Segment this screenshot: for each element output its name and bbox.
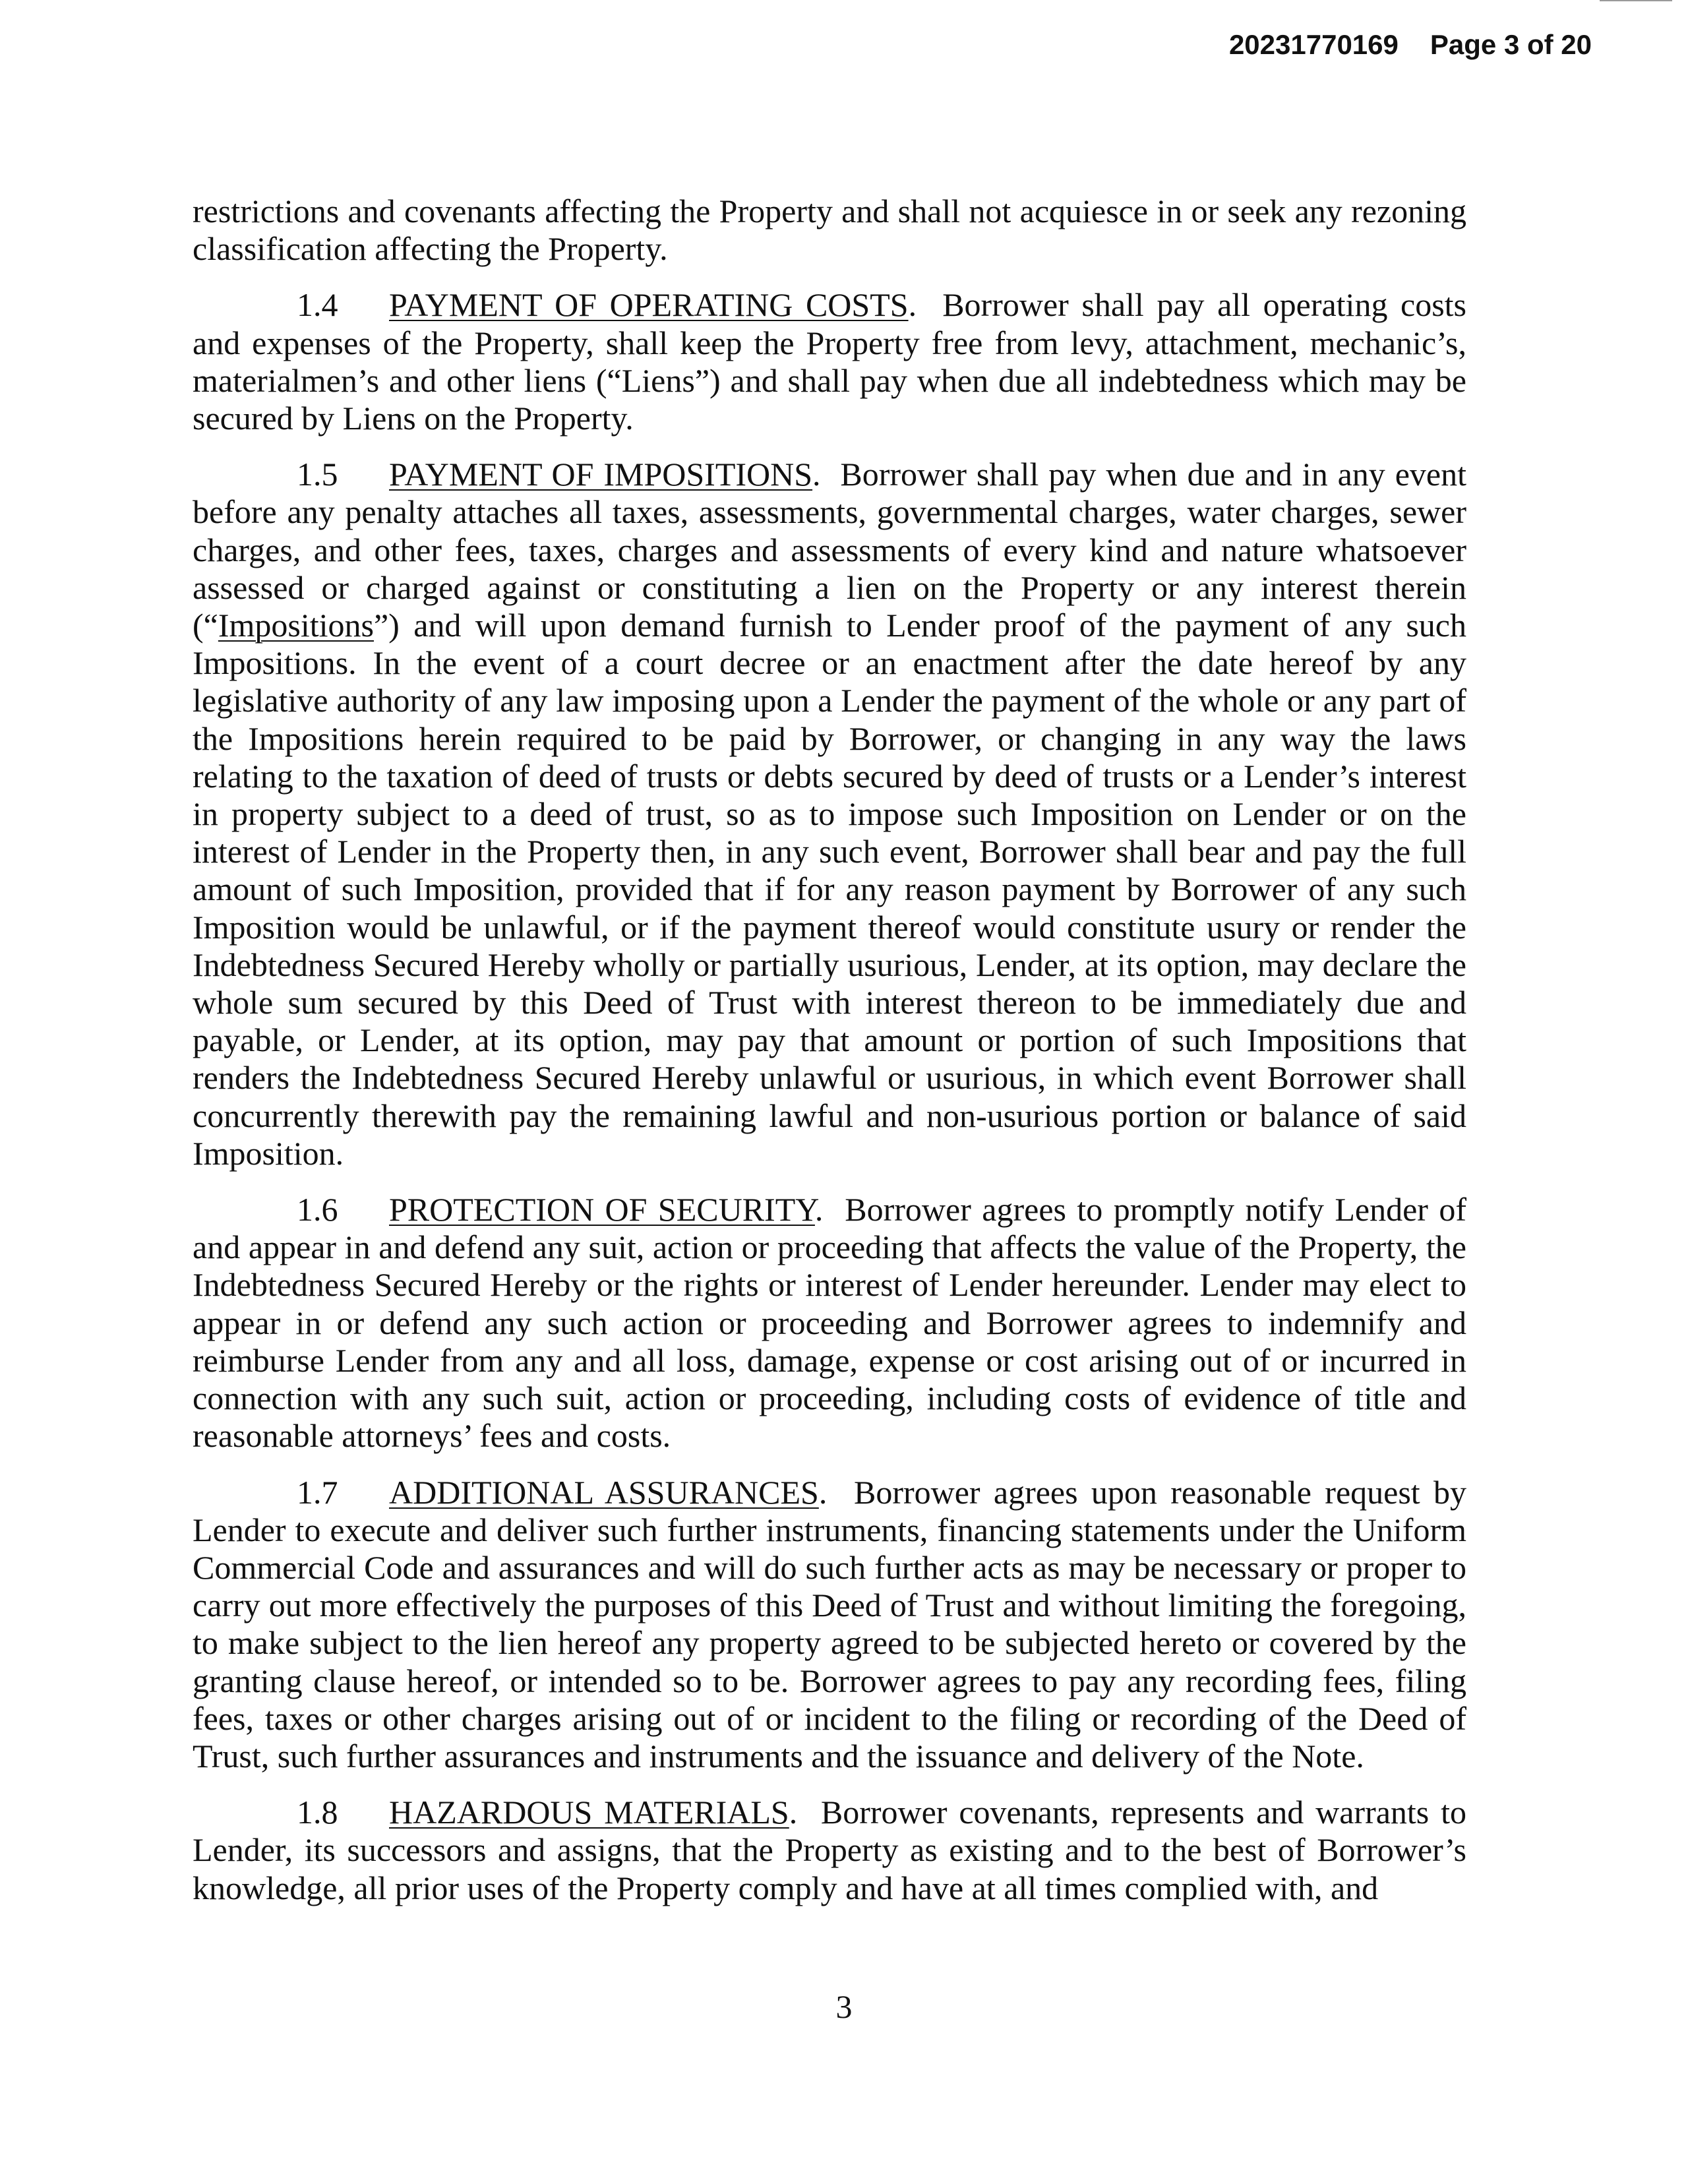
section-body: Borrower agrees to promptly notify Lender of and appear in and defend any suit, action or proceeding that affects the value of the Property, the Indebtedness Secured Hereby or the rights or interest of Lender hereunder. Lender may elect to appear in or defend any such action or proceeding and Borrower agrees to indemnify and reimburse Lender from any and all loss, damage, expense or cost arising out of or incurred in connection with any such suit, action or proceeding, including costs of evidence of title and reasonable attorneys’ fees and costs. — [193, 1191, 1466, 1455]
section-heading: PAYMENT OF IMPOSITIONS — [389, 456, 813, 493]
section-body-part-b: ”) and will upon demand furnish to Lender proof of the payment of any such Impositions. In the event of a court decree or an enactment after the date hereof by any legislative authority of any law imposing upon a Lender the payment of the whole or any part of the Impositions herein required to be paid by Borrower, or changing in any way the laws relating to the taxation of deed of trusts or debts secured by deed of trusts or a Lender’s interest in property subject to a deed of trust, so as to impose such Imposition on Lender or on the interest of Lender in the Property then, in any such event, Borrower shall bear and pay the full amount of such Imposition, provided that if for any reason payment by Borrower of any such Imposition would be unlawful, or if the payment thereof would constitute usury or render the Indebtedness Secured Hereby wholly or partially usurious, Lender, at its option, may declare the whole sum secured by this Deed of Trust with interest thereon to be immediately due and payable, or Lender, at its option, may pay that amount or portion of such Impositions that renders the Indebtedness Secured Hereby unlawful or usurious, in which event Borrower shall concurrently therewith pay the remaining lawful and non-usurious portion or balance of said Imposition. — [193, 607, 1466, 1172]
section-1-5: 1.5 PAYMENT OF IMPOSITIONS. Borrower shall pay when due and in any event before any penalty attaches all taxes, assessments, governmental charges, water charges, sewer charges, and other fees, taxes, charges and assessments of every kind and nature whatsoever assessed or charged against or constituting a lien on the Property or any interest therein (“Impositions”) and will upon demand furnish to Lender proof of the payment of any such Impositions. In the event of a court decree or an enactment after the date hereof by any legislative authority of any law imposing upon a Lender the payment of the whole or any part of the Impositions herein required to be paid by Borrower, or changing in any way the laws relating to the taxation of deed of trusts or debts secured by deed of trusts or a Lender’s interest in property subject to a deed of trust, so as to impose such Imposition on Lender or on the interest of Lender in the Property then, in any such event, Borrower shall bear and pay the full amount of such Imposition, provided that if for any reason payment by Borrower of any such Imposition would be unlawful, or if the payment thereof would constitute usury or render the Indebtedness Secured Hereby wholly or partially usurious, Lender, at its option, may declare the whole sum secured by this Deed of Trust with interest thereon to be immediately due and payable, or Lender, at its option, may pay that amount or portion of such Impositions that renders the Indebtedness Secured Hereby unlawful or usurious, in which event Borrower shall concurrently therewith pay the remaining lawful and non-usurious portion or balance of said Imposition. — [193, 456, 1466, 1172]
document-body — [193, 193, 1466, 1926]
section-body: Borrower shall pay all operating costs and expenses of the Property, shall keep the Property free from levy, attachment, mechanic’s, materialmen’s and other liens (“Liens”) and shall pay when due all indebtedness which may be secured by Liens on the Property. — [193, 286, 1467, 437]
page-number: 3 — [835, 1988, 853, 2025]
section-body: Borrower agrees upon reasonable request by Lender to execute and deliver such further instruments, financing statements under the Uniform Commercial Code and assurances and will do such further acts as may be necessary or proper to carry out more effectively the purposes of this Deed of Trust and without limiting the foregoing, to make subject to the lien hereof any property agreed to be subjected hereto or covered by the granting clause hereof, or intended so to be. Borrower agrees to pay any recording fees, filing fees, taxes or other charges arising out of or incident to the filing or recording of the Deed of Trust, such further assurances and instruments and the issuance and delivery of the Note. — [193, 1473, 1466, 1774]
section-number: 1.7 — [297, 1473, 338, 1511]
section-1-4: 1.4 PAYMENT OF OPERATING COSTS. Borrower shall pay all operating costs and expenses of the Property, shall keep the Property free from levy, attachment, mechanic’s, materialmen’s and other liens (“Liens”) and shall pay when due all indebtedness which may be secured by Liens on the Property. — [193, 286, 1467, 437]
section-number: 1.8 — [297, 1794, 338, 1831]
section-heading: HAZARDOUS MATERIALS — [389, 1794, 789, 1831]
intro-text: restrictions and covenants affecting the Property and shall not acquiesce in or seek any rezoning classification affecting the Property. — [193, 193, 1466, 268]
section-heading: ADDITIONAL ASSURANCES — [389, 1473, 819, 1511]
section-heading: PROTECTION OF SECURITY — [389, 1191, 815, 1228]
section-number: 1.5 — [297, 456, 338, 493]
section-1-6: 1.6 PROTECTION OF SECURITY. Borrower agrees to promptly notify Lender of and appear in and defend any suit, action or proceeding that affects the value of the Property, the Indebtedness Secured Hereby or the rights or interest of Lender hereunder. Lender may elect to appear in or defend any such action or proceeding and Borrower agrees to indemnify and reimburse Lender from any and all loss, damage, expense or cost arising out of or incurred in connection with any such suit, action or proceeding, including costs of evidence of title and reasonable attorneys’ fees and costs. — [193, 1191, 1466, 1455]
section-body-part-a: Borrower shall pay when due and in any event before any penalty attaches all taxes, assessments, governmental charges, water charges, sewer charges, and other fees, taxes, charges and assessments of every kind and nature whatsoever assessed or charged against or constituting a lien on the Property or any interest therein (“ — [193, 456, 1466, 644]
section-body: Borrower covenants, represents and warrants to Lender, its successors and assigns, that the Property as existing and to the best of Borrower’s knowledge, all prior uses of the Property comply and have at all times complied with, and — [193, 1794, 1466, 1906]
intro-paragraph — [193, 193, 1466, 268]
section-heading: PAYMENT OF OPERATING COSTS — [389, 286, 909, 324]
page-label: Page 3 of 20 — [1430, 29, 1592, 60]
section-number: 1.6 — [297, 1191, 338, 1228]
document-number: 20231770169 — [1228, 29, 1399, 60]
recording-stamp — [1229, 29, 1592, 61]
defined-term: Impositions — [218, 607, 374, 644]
section-1-8: 1.8 HAZARDOUS MATERIALS. Borrower covenants, represents and warrants to Lender, its successors and assigns, that the Property as existing and to the best of Borrower’s knowledge, all prior uses of the Property comply and have at all times complied with, and — [193, 1794, 1466, 1906]
top-edge-rule — [1600, 0, 1672, 1]
section-1-7: 1.7 ADDITIONAL ASSURANCES. Borrower agrees upon reasonable request by Lender to execute and deliver such further instruments, financing statements under the Uniform Commercial Code and assurances and will do such further acts as may be necessary or proper to carry out more effectively the purposes of this Deed of Trust and without limiting the foregoing, to make subject to the lien hereof any property agreed to be subjected hereto or covered by the granting clause hereof, or intended so to be. Borrower agrees to pay any recording fees, filing fees, taxes or other charges arising out of or incident to the filing or recording of the Deed of Trust, such further assurances and instruments and the issuance and delivery of the Note. — [193, 1473, 1466, 1774]
section-number: 1.4 — [297, 286, 338, 324]
